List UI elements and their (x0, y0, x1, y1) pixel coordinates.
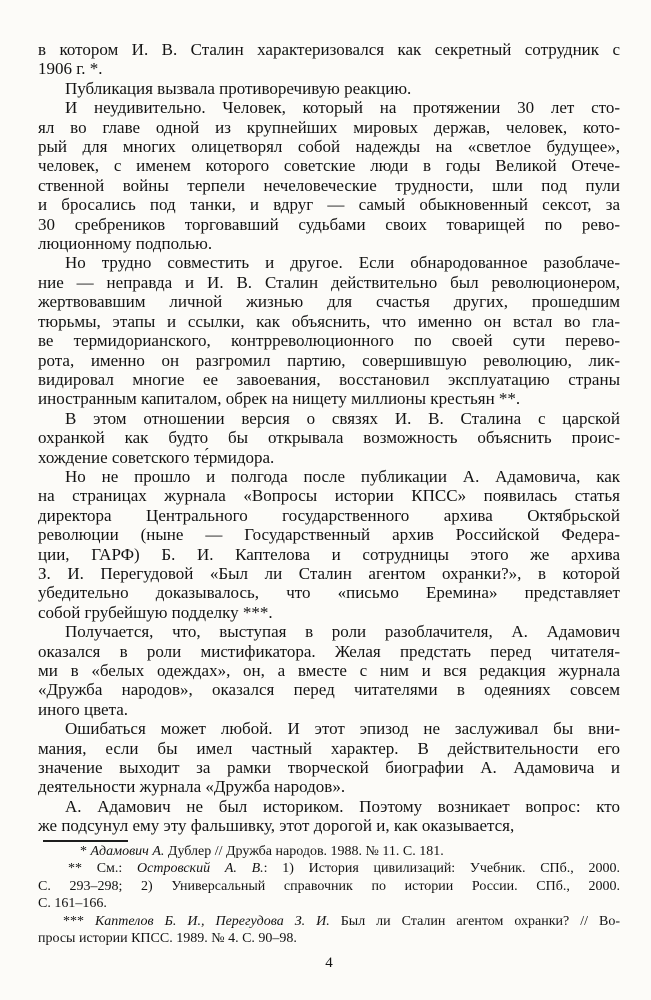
body-paragraph (38, 719, 620, 797)
footnote-text: С. 293–298; 2) Универсальный справочник по истории России. СПб., 2000. (38, 878, 620, 894)
text-line: рота, именно он разгромил партию, совершившую революцию, лик- (38, 350, 620, 370)
text-line: собой грубейшую подделку ***. (38, 602, 273, 622)
text-line: в котором И. В. Сталин характеризовался как секретный сотрудник с (38, 40, 620, 59)
body-paragraph (38, 253, 620, 408)
text-line: Но трудно совместить и другое. Если обнародованное разоблаче- (65, 253, 620, 273)
text-line: 1906 г. *. (38, 59, 103, 79)
text-line: мания, если бы имел частный характер. В действительности его (38, 738, 620, 758)
text-line: иностранным капиталом, обрек на нищету миллионы крестьян **. (38, 389, 521, 409)
text-line: иного цвета. (38, 699, 128, 719)
body-text (38, 40, 620, 836)
text-line: 30 сребреников торговавший судьбами своих товарищей по рево- (38, 214, 620, 234)
text-line: директора Центрального государственного архива Октябрьской (38, 505, 620, 525)
footnote-text: : 1) История цивилизаций: Учебник. СПб., 2000. (263, 861, 620, 877)
footnote (38, 843, 620, 860)
footnote-line (38, 913, 620, 930)
footnote-text: *** (63, 913, 95, 929)
text-line: революции (ныне — Государственный архив Российской Федера- (38, 525, 620, 545)
text-line: на страницах журнала «Вопросы истории КПСС» появилась статья (38, 486, 620, 506)
text-line: же подсунул ему эту фальшивку, этот дорогой и, как оказывается, (38, 816, 515, 836)
text-line: Получается, что, выступая в роли разоблачителя, А. Адамович (65, 622, 620, 642)
text-line: ственной войны терпели нечеловеческие трудности, шли под пули (38, 175, 620, 195)
page-number: 4 (325, 955, 333, 971)
text-line: В этом отношении версия о связях И. В. Сталина с царской (65, 408, 620, 428)
footnote-text: просы истории КПСС. 1989. № 4. С. 90–98. (38, 931, 297, 947)
footnote-line (38, 843, 620, 860)
text-line: значение выходит за рамки творческой биографии А. Адамовича и (38, 758, 620, 778)
text-line: З. И. Перегудовой «Был ли Сталин агентом охранки?», в которой (38, 563, 620, 583)
footnote-line (38, 860, 620, 877)
text-line: видировал многие ее завоевания, восстановил эксплуатацию страны (38, 369, 620, 389)
body-paragraph (38, 98, 620, 253)
body-paragraph (38, 622, 620, 719)
text-line: ве термидорианского, контрреволюционного по своей сути перево- (38, 331, 620, 351)
footnote-author: Адамович А. (90, 844, 165, 859)
text-line: охранкой как будто бы открывала возможность объяснить проис- (38, 428, 620, 448)
footnote-text: ** См.: (68, 861, 138, 877)
footnote-separator (43, 840, 128, 842)
text-line: ние — неправда и И. В. Сталин действительно был революционером, (38, 272, 620, 292)
footnote (38, 913, 620, 948)
text-line: деятельности журнала «Дружба народов». (38, 777, 346, 797)
text-line: ми в «белых одеждах», он, а вместе с ним и вся редакция журнала (38, 661, 620, 680)
footnotes (38, 843, 620, 947)
text-line: ял во главе одной из крупнейших мировых держав, человек, кото- (38, 117, 620, 137)
footnote-text: Был ли Сталин агентом охранки? // Во- (329, 913, 621, 929)
footnote-line (38, 878, 620, 895)
footnote-author: Каптелов Б. И., Перегудова З. И. (95, 913, 330, 929)
footnote-text: * (80, 844, 91, 859)
body-paragraph (38, 79, 620, 98)
footnote (38, 860, 620, 912)
text-line: тюрьмы, этапы и ссылки, как объяснить, что именно он встал во гла- (38, 311, 620, 331)
text-line: человек, с именем которого советские люди в годы Великой Отече- (38, 156, 620, 176)
text-line: хождение советского те́рмидора. (38, 447, 275, 467)
text-line: убедительно доказывалось, что «письмо Еремина» представляет (38, 583, 620, 603)
text-line: «Дружба народов», оказался перед читателями в одеяниях совсем (38, 680, 620, 700)
body-paragraph (38, 409, 620, 467)
text-line: Ошибаться может любой. И этот эпизод не заслуживал бы вни- (65, 719, 620, 739)
footnote-text: С. 161–166. (38, 896, 107, 912)
footnote-line (38, 895, 620, 912)
text-line: ции, ГАРФ) Б. И. Каптелова и сотрудницы этого же архива (38, 544, 620, 564)
text-line: А. Адамович не был историком. Поэтому возникает вопрос: кто (65, 796, 620, 816)
footnote-line (38, 930, 620, 947)
text-line: оказался в роли мистификатора. Желая предстать перед читателя- (38, 641, 620, 661)
text-line: жертвовавшим личной жизнью для счастья других, прошедшим (38, 292, 620, 312)
footnote-text: Дублер // Дружба народов. 1988. № 11. С. 181. (164, 844, 444, 859)
text-line: Публикация вызвала противоречивую реакцию. (65, 78, 412, 98)
body-paragraph (38, 40, 620, 79)
body-paragraph (38, 797, 620, 836)
footnote-author: Островский А. В. (137, 861, 264, 877)
body-paragraph (38, 467, 620, 622)
text-line: и бросались под танки, и вдруг — самый обыкновенный сексот, за (38, 195, 620, 215)
text-line: люционному подполью. (38, 234, 213, 254)
text-line: Но не прошло и полгода после публикации А. Адамовича, как (65, 466, 620, 486)
text-line: И неудивительно. Человек, который на протяжении 30 лет сто- (65, 98, 620, 118)
text-line: рый для многих олицетворял собой надежды на «светлое будущее», (38, 137, 620, 157)
